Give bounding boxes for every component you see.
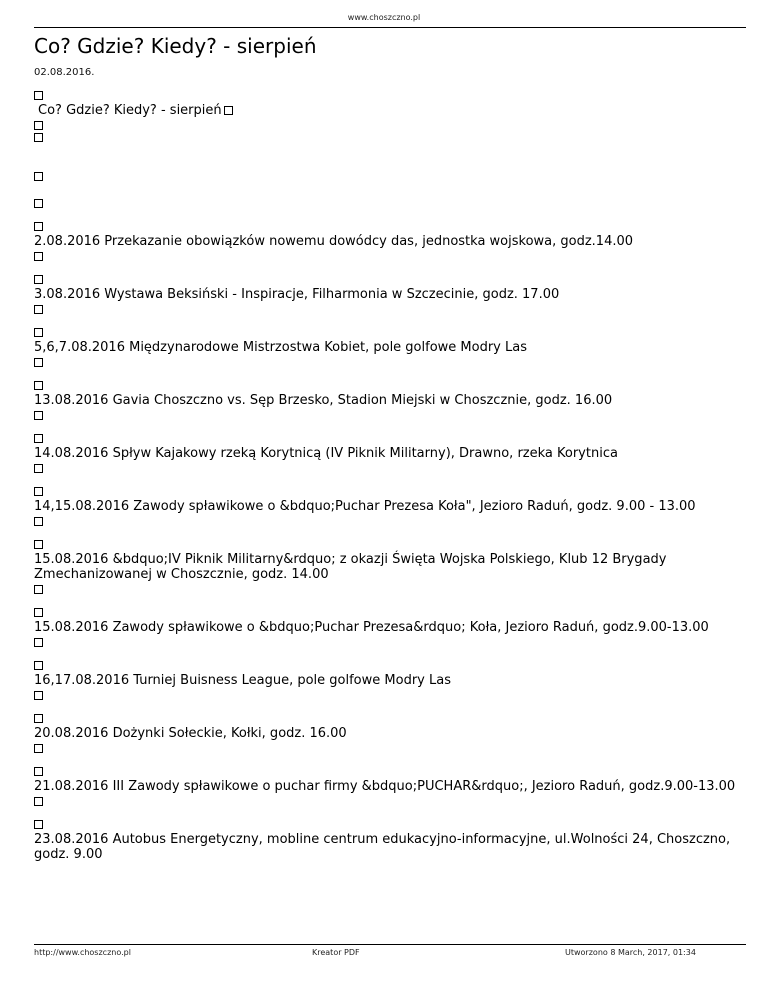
footer-url: http://www.choszczno.pl xyxy=(34,948,131,957)
missing-glyph-icon xyxy=(34,585,43,594)
missing-glyph-icon xyxy=(34,661,43,670)
missing-glyph-icon xyxy=(34,133,43,142)
event-item xyxy=(34,661,746,700)
missing-glyph-icon xyxy=(34,464,43,473)
event-text: 3.08.2016 Wystawa Beksiński - Inspiracje, Filharmonia w Szczecinie, godz. 17.00 xyxy=(34,287,560,302)
event-item xyxy=(34,275,746,314)
missing-glyph-icon xyxy=(34,638,43,647)
missing-glyph-icon xyxy=(34,381,43,390)
event-text: 21.08.2016 III Zawody spławikowe o puchar firmy &bdquo;PUCHAR&rdquo;, Jezioro Raduń, godz.9.00-13.00 xyxy=(34,779,736,794)
page-title: Co? Gdzie? Kiedy? - sierpień xyxy=(34,34,317,58)
event-text: 20.08.2016 Dożynki Sołeckie, Kołki, godz. 16.00 xyxy=(34,726,347,741)
event-text: 15.08.2016 Zawody spławikowe o &bdquo;Puchar Prezesa&rdquo; Koła, Jezioro Raduń, godz.9.00-13.00 xyxy=(34,620,709,635)
missing-glyph-icon xyxy=(34,797,43,806)
missing-glyph-icon xyxy=(34,411,43,420)
event-text: 14.08.2016 Spływ Kajakowy rzeką Korytnicą (IV Piknik Militarny), Drawno, rzeka Korytnica xyxy=(34,446,618,461)
event-item xyxy=(34,540,746,594)
missing-glyph-icon xyxy=(34,434,43,443)
missing-glyph-icon xyxy=(34,820,43,829)
missing-glyph-icon xyxy=(34,252,43,261)
missing-glyph-icon xyxy=(224,106,233,115)
publish-date: 02.08.2016. xyxy=(34,67,95,78)
header-url: www.choszczno.pl xyxy=(347,13,421,22)
missing-glyph-icon xyxy=(34,540,43,549)
event-text: 14,15.08.2016 Zawody spławikowe o &bdquo;Puchar Prezesa Koła", Jezioro Raduń, godz. 9.00 - 13.00 xyxy=(34,499,696,514)
event-text: 2.08.2016 Przekazanie obowiązków nowemu dowódcy das, jednostka wojskowa, godz.14.00 xyxy=(34,234,634,249)
missing-glyph-icon xyxy=(34,691,43,700)
missing-glyph-icon xyxy=(34,714,43,723)
missing-glyph-icon xyxy=(34,275,43,284)
footer-divider xyxy=(34,944,746,945)
missing-glyph-icon xyxy=(34,121,43,130)
missing-glyph-icon xyxy=(34,305,43,314)
event-item xyxy=(34,767,746,806)
event-text: 5,6,7.08.2016 Międzynarodowe Mistrzostwa Kobiet, pole golfowe Modry Las xyxy=(34,340,527,355)
event-text: 15.08.2016 &bdquo;IV Piknik Militarny&rdquo; z okazji Święta Wojska Polskiego, Klub 12 Brygady Zmechanizowanej w Choszcznie, godz. 14.00 xyxy=(34,552,667,582)
missing-glyph-icon xyxy=(34,517,43,526)
event-item xyxy=(34,222,746,261)
event-item xyxy=(34,434,746,473)
event-text: 16,17.08.2016 Turniej Buisness League, pole golfowe Modry Las xyxy=(34,673,451,688)
article-subtitle-line xyxy=(34,103,746,118)
event-item xyxy=(34,328,746,367)
article-subtitle: Co? Gdzie? Kiedy? - sierpień xyxy=(38,103,222,118)
footer-created: Utworzono 8 March, 2017, 01:34 xyxy=(565,948,696,957)
event-item xyxy=(34,714,746,753)
missing-glyph-icon xyxy=(34,487,43,496)
missing-glyph-icon xyxy=(34,91,43,100)
event-item xyxy=(34,608,746,647)
missing-glyph-icon xyxy=(34,744,43,753)
missing-glyph-icon xyxy=(34,199,43,208)
missing-glyph-icon xyxy=(34,172,43,181)
event-item xyxy=(34,487,746,526)
missing-glyph-icon xyxy=(34,608,43,617)
missing-glyph-icon xyxy=(34,767,43,776)
event-text: 13.08.2016 Gavia Choszczno vs. Sęp Brzesko, Stadion Miejski w Choszcznie, godz. 16.00 xyxy=(34,393,613,408)
event-item xyxy=(34,381,746,420)
footer-generator: Kreator PDF xyxy=(312,948,360,957)
event-text: 23.08.2016 Autobus Energetyczny, mobline centrum edukacyjno-informacyjne, ul.Wolności 24, Choszczno, godz. 9.00 xyxy=(34,832,731,862)
missing-glyph-icon xyxy=(34,328,43,337)
article-body xyxy=(34,88,746,862)
missing-glyph-icon xyxy=(34,358,43,367)
header-divider xyxy=(34,27,746,28)
event-item xyxy=(34,820,746,862)
missing-glyph-icon xyxy=(34,222,43,231)
